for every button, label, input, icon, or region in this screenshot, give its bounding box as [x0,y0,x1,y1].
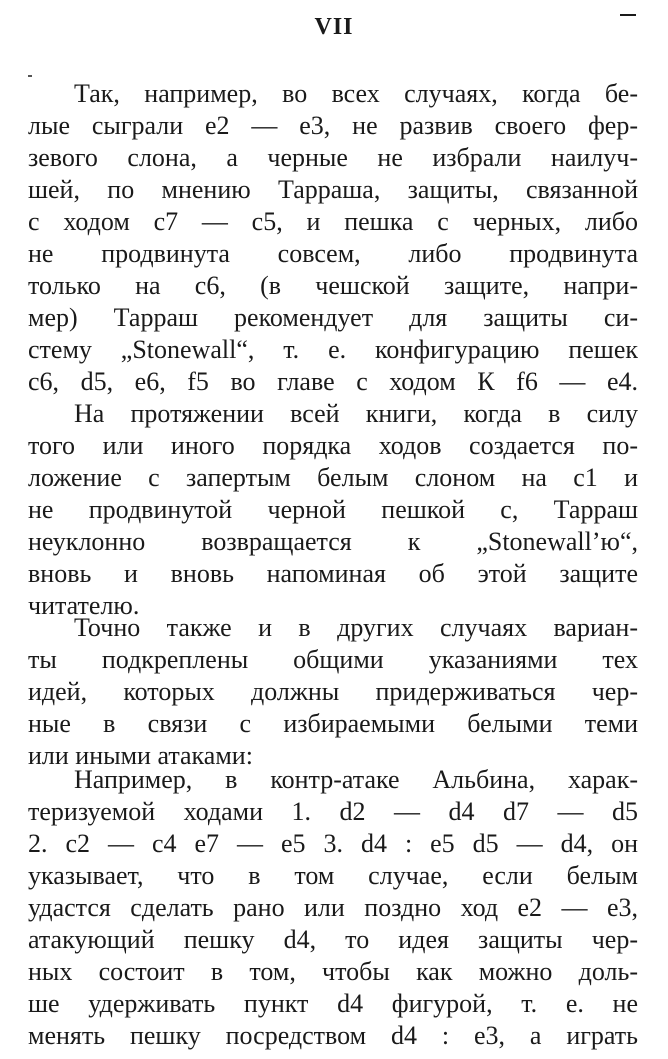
text-line: читателю. [28,591,140,620]
text-line: вновь и вновь напоминая об этой защите [28,559,638,588]
text-line: неуклонно возвращается к „Stonewall’ю“, [28,527,638,556]
paragraph-3 [28,612,638,772]
text-line: не продвинутой черной пешкой с, Тарраш [28,495,638,524]
page-number: VII [314,14,354,40]
text-line: зевого слона, а черные не избрали наилуч- [28,143,638,172]
text-line: мер) Тарраш рекомендует для защиты си- [28,303,638,332]
text-line: шей, по мнению Тарраша, защиты, связанной [28,175,638,204]
text-line: с ходом с7 — с5, и пешка с черных, либо [28,207,638,236]
text-line: не продвинута совсем, либо продвинута [28,239,638,268]
text-line: ных состоит в том, чтобы как можно доль- [28,957,638,986]
paragraph-1 [28,78,638,398]
text-line: идей, которых должны придерживаться чер- [28,677,638,706]
text-line: указывает, что в том случае, если белым [28,861,638,890]
text-line: удастся сделать рано или поздно ход е2 — е3, [28,893,638,922]
stray-mark [28,75,32,77]
text-line: 2. с2 — с4 е7 — е5 3. d4 : е5 d5 — d4, он [28,829,638,858]
text-line: того или иного порядка ходов создается по- [28,431,638,460]
text-line: теризуемой ходами 1. d2 — d4 d7 — d5 [28,797,638,826]
text-line: стему „Stonewall“, т. е. конфигурацию пешек [28,335,638,364]
text-line: Например, в контр-атаке Альбина, харак- [74,765,638,794]
text-line: ные в связи с избираемыми белыми теми [28,709,638,738]
text-line: менять пешку посредством d4 : е3, а играть [28,1021,638,1050]
text-line: ше удерживать пункт d4 фигурой, т. е. не [28,989,638,1018]
text-line: или иными атаками: [28,741,253,770]
paragraph-4 [28,764,638,1052]
text-line: На протяжении всей книги, когда в силу [74,399,638,428]
text-line: только на с6, (в чешской защите, напри- [28,271,638,300]
text-line: с6, d5, е6, f5 во главе с ходом К f6 — е4. [28,367,638,396]
paragraph-2 [28,398,638,622]
text-line: ты подкреплены общими указаниями тех [28,645,638,674]
text-line: Точно также и в других случаях вариан- [74,613,638,642]
corner-mark [620,14,636,16]
text-line: Так, например, во всех случаях, когда бе- [74,79,638,108]
text-line: атакующий пешку d4, то идея защиты чер- [28,925,638,954]
text-line: ложение с запертым белым слоном на с1 и [28,463,638,492]
text-line: лые сыграли е2 — е3, не развив своего фер- [28,111,638,140]
